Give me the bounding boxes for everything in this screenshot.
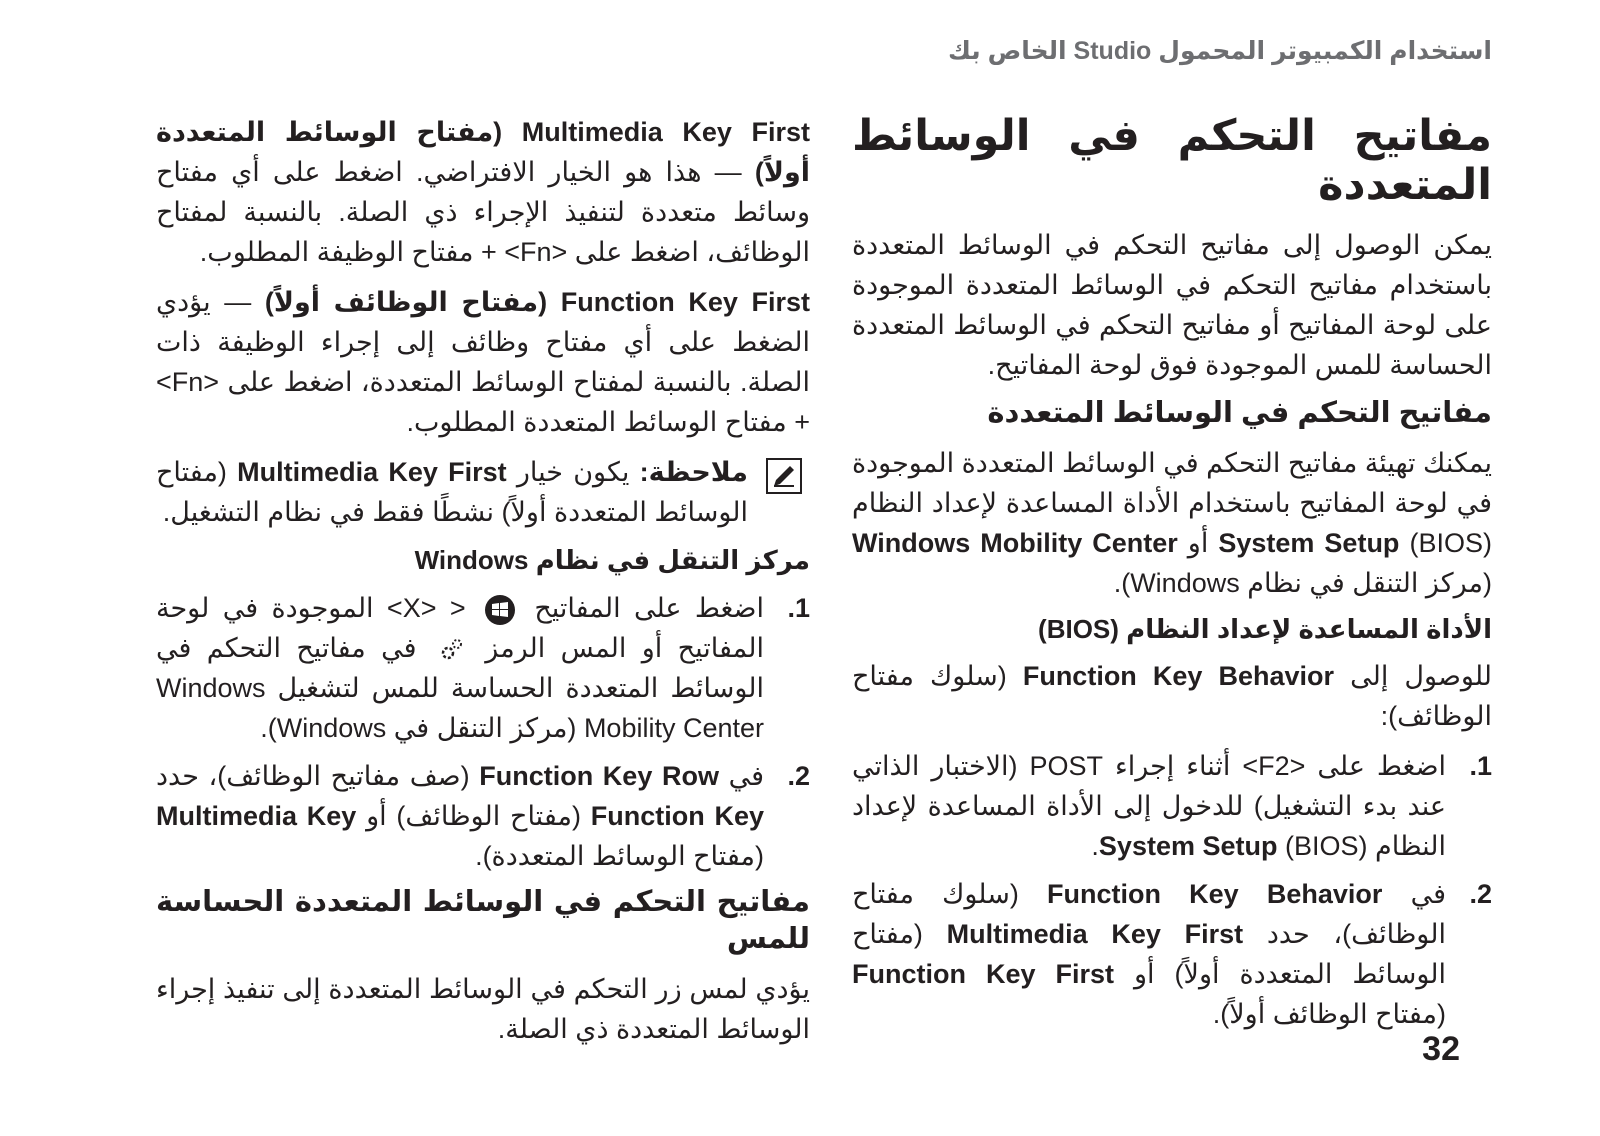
- step-bold-2: Function Key: [590, 800, 764, 831]
- step-end: .: [1091, 831, 1099, 862]
- step-mid-1: (صف مفاتيح الوظائف)، حدد: [156, 760, 470, 791]
- bios-text-a: للوصول إلى: [1350, 661, 1492, 692]
- page-header: استخدام الكمبيوتر المحمول Studio الخاص بك: [947, 37, 1492, 65]
- section-heading: مفاتيح التحكم في الوسائط المتعددة: [987, 396, 1492, 429]
- step-bold-3: Multimedia Key: [156, 800, 357, 831]
- note-label: ملاحظة:: [639, 457, 748, 487]
- step-pre: في: [1410, 879, 1446, 910]
- touch-paragraph: يؤدي لمس زر التحكم في الوسائط المتعددة إلى تنفيذ إجراء الوسائط المتعددة ذي الصلة.: [156, 974, 810, 1045]
- mobility-center-icon: [438, 637, 464, 663]
- step-number: 1.: [787, 592, 810, 623]
- intro-paragraph: يمكن الوصول إلى مفاتيح التحكم في الوسائط المتعددة باستخدام مفاتيح التحكم في الوسائط المتعددة الموجودة على لوحة المفاتيح أو مفاتيح التحكم في الوسائط المتعددة الحساسة للمس الموجودة فوق لوحة المفاتيح.: [852, 229, 1492, 380]
- step-bold-3: Function Key First: [852, 959, 1115, 990]
- step-number: 1.: [1469, 751, 1492, 782]
- section-text-a: يمكنك تهيئة مفاتيح التحكم في الوسائط المتعددة الموجودة في لوحة المفاتيح باستخدام الأداة المساعدة لإعداد النظام: [852, 447, 1492, 518]
- step-number: 2.: [1469, 879, 1492, 910]
- step-text-c: في مفاتيح التحكم في الوسائط المتعددة الحساسة للمس لتشغيل Windows Mobility Center (مركز التنقل في Windows).: [156, 632, 764, 743]
- wmc-term: Windows Mobility Center: [852, 527, 1178, 558]
- fkf-paragraph: [156, 282, 810, 442]
- wmc-steps: [156, 588, 810, 876]
- bios-term: (BIOS): [1409, 527, 1492, 558]
- mkf-text: — هذا هو الخيار الافتراضي. اضغط على أي مفتاح وسائط متعددة لتنفيذ الإجراء ذي الصلة. بالنسبة لمفتاح الوظائف، اضغط على <Fn> + مفتاح الوظيفة المطلوب.: [156, 157, 810, 267]
- section-paragraph: [852, 443, 1492, 603]
- bios-paragraph: [852, 656, 1492, 736]
- step-end: (مفتاح الوظائف أولاً).: [1212, 999, 1446, 1030]
- list-item: [852, 746, 1492, 866]
- step-bold-1: Function Key Behavior: [1047, 879, 1383, 910]
- step-bold: System Setup: [1098, 831, 1278, 862]
- step-text: اضغط على <F2> أثناء إجراء POST (الاختبار الذاتي عند بدء التشغيل) للدخول إلى الأداة المساعدة لإعداد النظام (BIOS): [852, 751, 1446, 862]
- step-end: (مفتاح الوسائط المتعددة).: [475, 840, 764, 871]
- system-setup-term: System Setup: [1218, 527, 1400, 558]
- note-pencil-icon: [766, 458, 802, 494]
- list-item: [852, 874, 1492, 1034]
- note-text-a: يكون خيار: [516, 457, 630, 487]
- step-mid-2: (مفتاح الوسائط المتعددة أولاً) أو: [852, 919, 1446, 990]
- step-text-b: < <X> الموجودة في لوحة المفاتيح أو المس الرمز: [156, 592, 764, 663]
- fkf-text: — يؤدي الضغط على أي مفتاح وظائف إلى إجراء الوظيفة ذات الصلة. بالنسبة لمفتاح الوسائط المتعددة، اضغط على <Fn> + مفتاح الوسائط المتعددة المطلوب.: [156, 287, 810, 437]
- note-term: Multimedia Key First: [237, 457, 507, 487]
- step-bold-1: Function Key Row: [479, 760, 719, 791]
- bios-heading: الأداة المساعدة لإعداد النظام (BIOS): [1038, 613, 1492, 644]
- section-text-f: (مركز التنقل في نظام Windows).: [1113, 567, 1492, 598]
- right-column: [852, 112, 1492, 1042]
- or-word: أو: [1187, 527, 1209, 558]
- step-bold-2: Multimedia Key First: [946, 919, 1244, 950]
- mkf-paragraph: [156, 112, 810, 272]
- step-mid-2: (مفتاح الوظائف) أو: [366, 800, 581, 831]
- bios-steps: [852, 746, 1492, 1034]
- step-mid-1: (سلوك مفتاح الوظائف)، حدد: [852, 879, 1446, 950]
- mkf-term: Multimedia Key First (مفتاح الوسائط المتعددة أولاً): [156, 117, 810, 187]
- step-text-a: اضغط على المفاتيح: [534, 592, 764, 623]
- wmc-heading: مركز التنقل في نظام Windows: [414, 545, 810, 575]
- step-number: 2.: [787, 760, 810, 791]
- page-number: 32: [1422, 1030, 1460, 1068]
- windows-logo-icon: [485, 595, 515, 625]
- fkf-term: Function Key First (مفتاح الوظائف أولاً): [264, 287, 810, 317]
- page-title: مفاتيح التحكم في الوسائط المتعددة: [852, 112, 1492, 210]
- list-item: [156, 588, 810, 748]
- note-text-c: (مفتاح الوسائط المتعددة أولاً) نشطًا فقط في نظام التشغيل.: [156, 457, 748, 527]
- left-column: [156, 112, 810, 1059]
- list-item: [156, 756, 810, 876]
- step-pre: في: [728, 760, 764, 791]
- bios-text-c: (سلوك مفتاح الوظائف):: [852, 661, 1492, 732]
- fkb-term: Function Key Behavior: [1022, 661, 1335, 692]
- note-box: [156, 452, 810, 532]
- touch-heading: مفاتيح التحكم في الوسائط المتعددة الحساسة للمس: [156, 885, 810, 956]
